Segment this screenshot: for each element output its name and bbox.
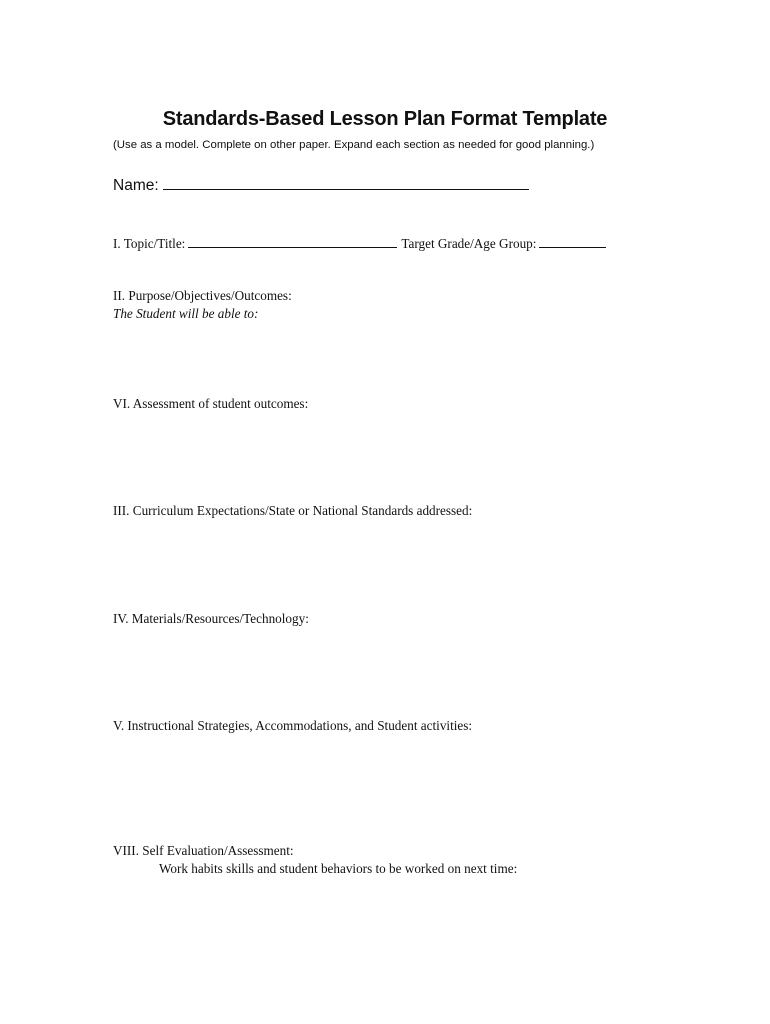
name-row (113, 172, 529, 195)
section-self-evaluation: VIII. Self Evaluation/Assessment: (113, 843, 294, 858)
section-assessment: VI. Assessment of student outcomes: (113, 396, 309, 411)
section-curriculum: III. Curriculum Expectations/State or National Standards addressed: (113, 503, 473, 518)
section-strategies: V. Instructional Strategies, Accommodations, and Student activities: (113, 718, 473, 733)
section-self-evaluation-note: Work habits skills and student behaviors to be worked on next time: (159, 861, 518, 876)
section-purpose: II. Purpose/Objectives/Outcomes: (113, 288, 292, 303)
section-materials: IV. Materials/Resources/Technology: (113, 611, 309, 626)
grade-blank-line (539, 234, 606, 248)
document-subtitle: (Use as a model. Complete on other paper. Expand each section as needed for good planning.) (113, 139, 595, 151)
grade-label: Target Grade/Age Group: (401, 236, 537, 251)
name-label: Name: (113, 177, 159, 194)
name-blank-line (163, 172, 529, 190)
topic-blank-line (188, 234, 397, 248)
topic-row (113, 234, 606, 252)
topic-label: I. Topic/Title: (113, 236, 186, 251)
section-purpose-note: The Student will be able to: (113, 306, 259, 321)
document-title: Standards-Based Lesson Plan Format Template (162, 108, 608, 130)
